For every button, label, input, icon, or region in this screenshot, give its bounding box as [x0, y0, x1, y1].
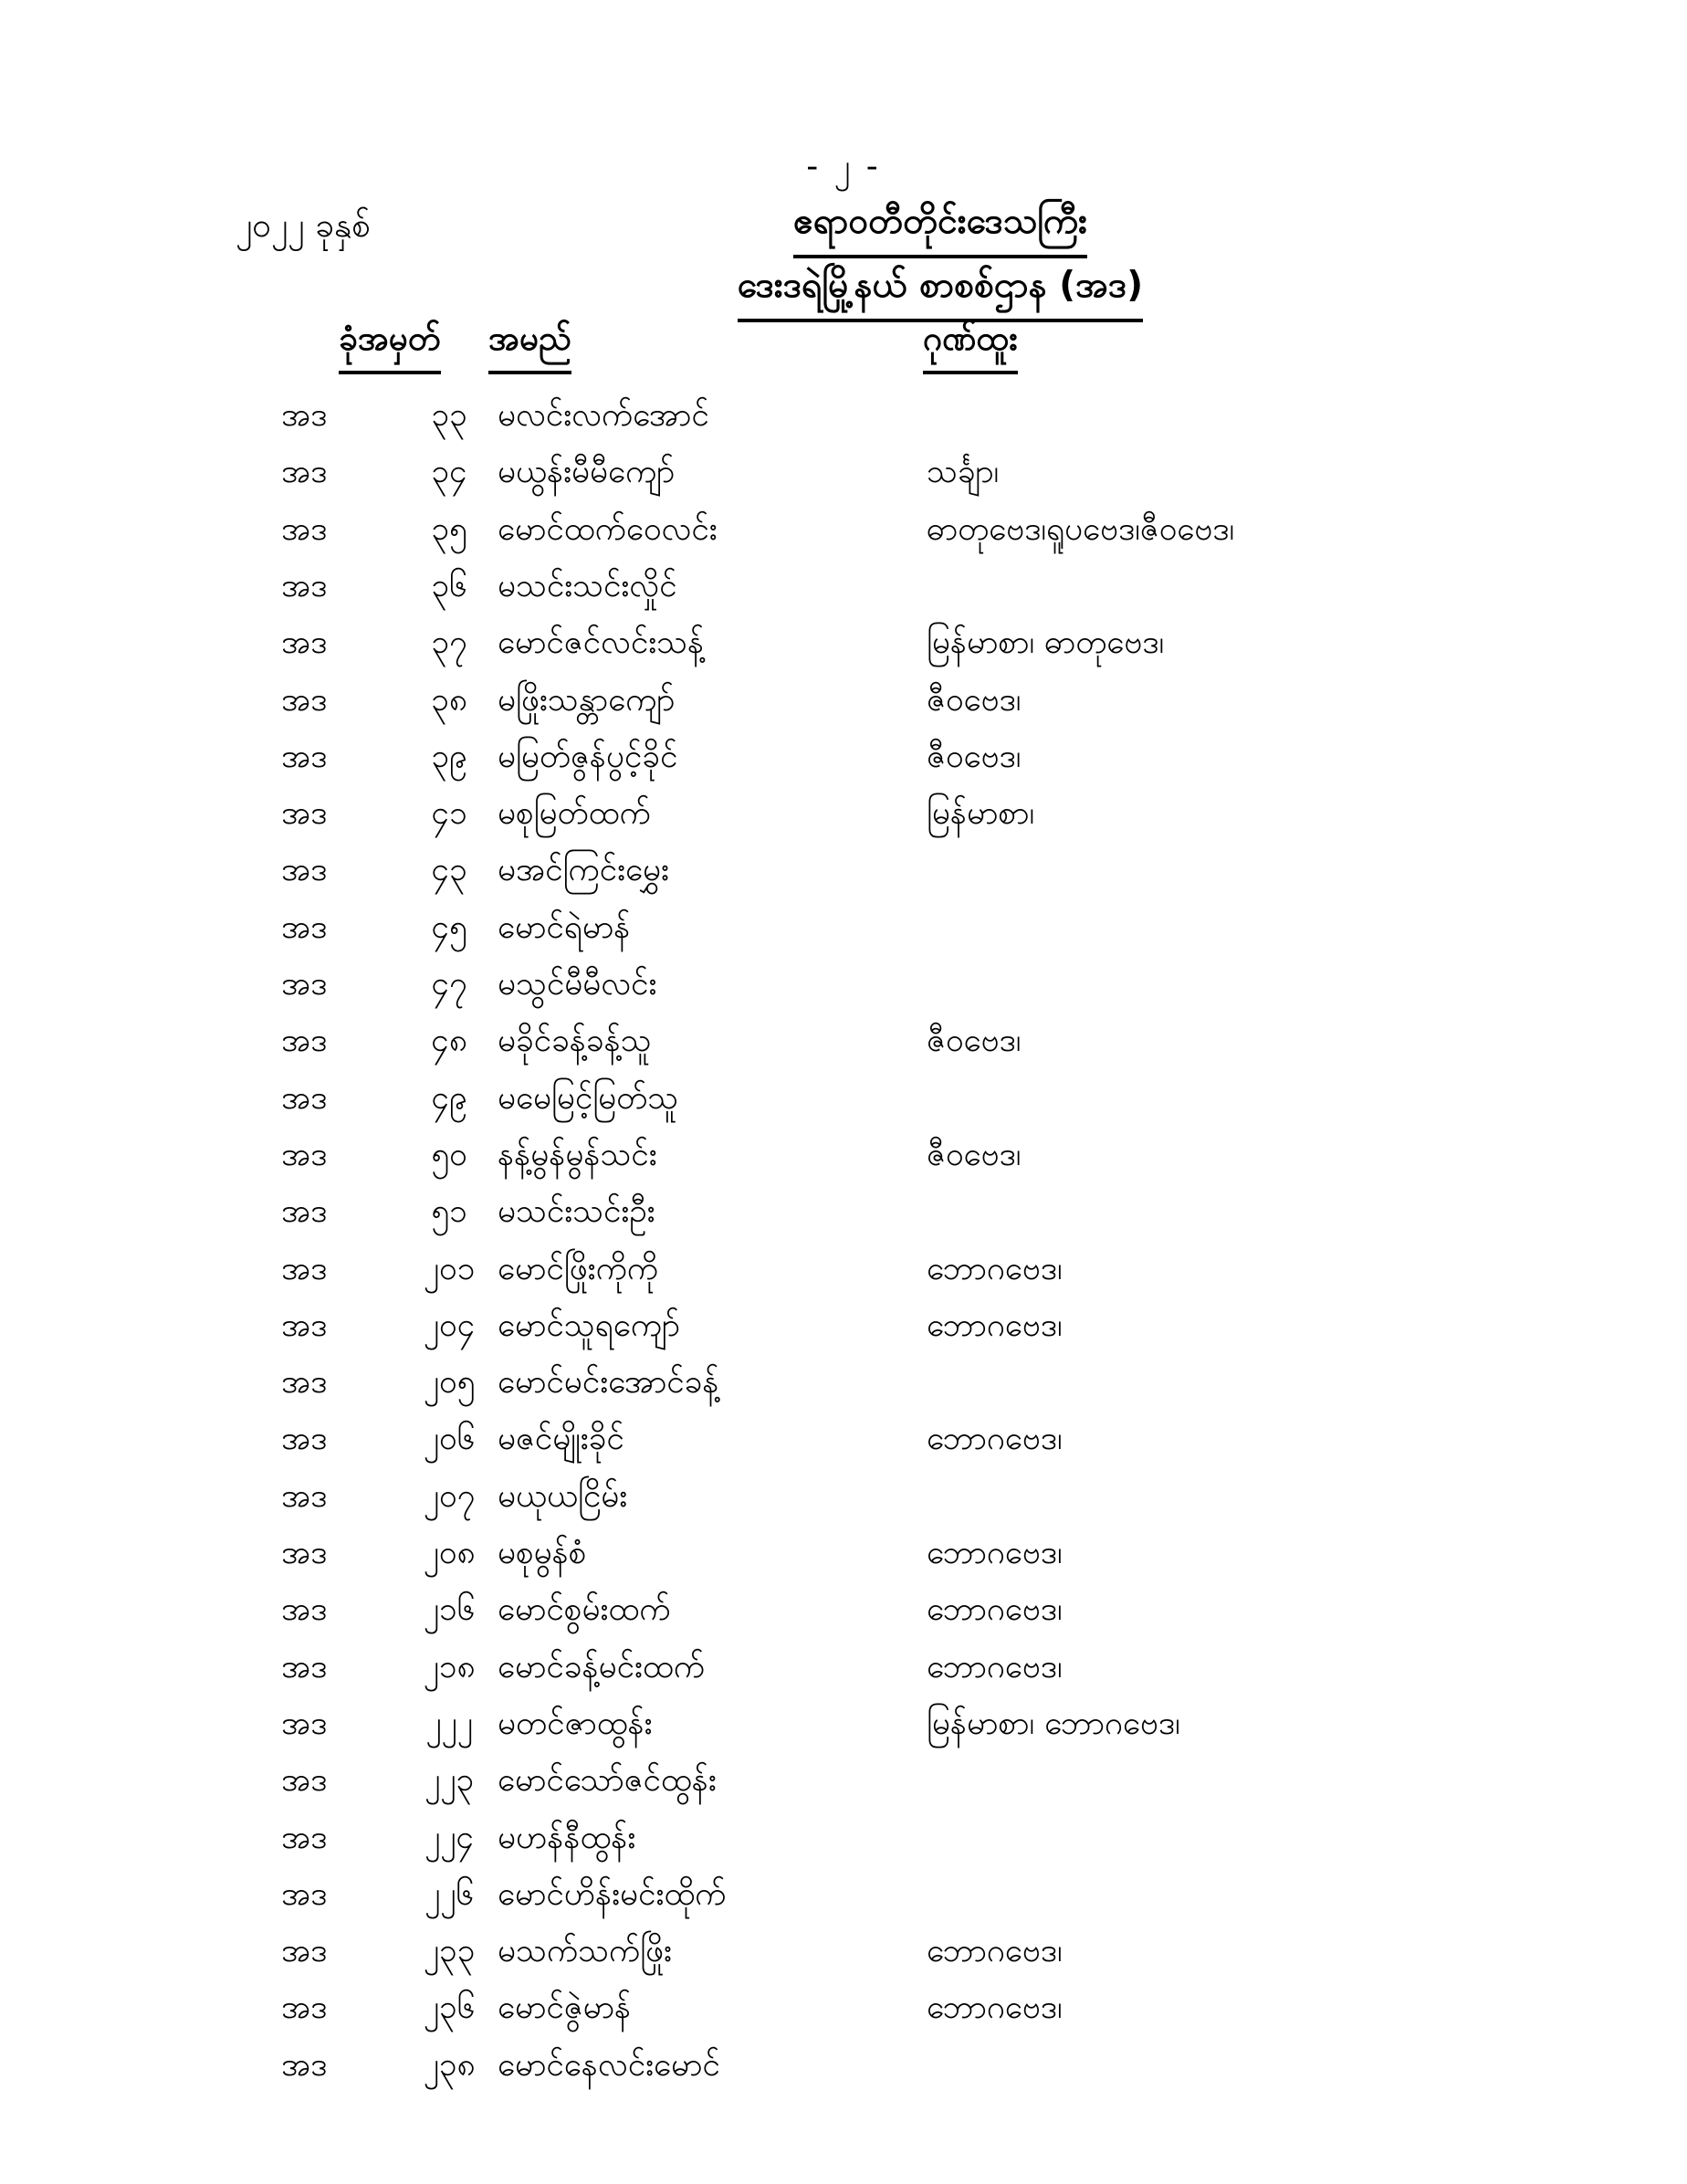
row-student-name: မောင်မင်းအောင်ခန့် — [498, 1364, 719, 1402]
row-centre-code: အဒ — [281, 454, 328, 491]
row-centre-code: အဒ — [281, 738, 328, 775]
row-student-name: မသင်းသင်းလှိုင် — [498, 567, 677, 604]
column-header-roll-number-text: ခုံအမှတ် — [339, 318, 441, 374]
table-row — [0, 907, 1687, 963]
row-distinctions: မြန်မာစာ၊ ဘောဂဗေဒ၊ — [927, 1705, 1180, 1742]
column-header-name — [488, 318, 571, 374]
table-row — [0, 394, 1687, 451]
table-row — [0, 1532, 1687, 1589]
table-row — [0, 793, 1687, 849]
row-roll-number: ၃၇ — [431, 625, 467, 662]
row-roll-number: ၅၁ — [431, 1193, 467, 1231]
row-distinctions: ဇီဝဗေဒ၊ — [927, 738, 1022, 775]
exam-centre-title — [584, 263, 1296, 322]
column-header-name-text: အမည် — [488, 318, 571, 374]
table-row — [0, 849, 1687, 906]
row-centre-code: အဒ — [281, 1591, 328, 1629]
row-centre-code: အဒ — [281, 1421, 328, 1458]
row-distinctions: ဘောဂဗေဒ၊ — [927, 1307, 1063, 1344]
row-student-name: မောင်စွမ်းထက် — [498, 1591, 671, 1629]
row-roll-number: ၄၇ — [431, 966, 467, 1003]
row-student-name: မမေမြင့်မြတ်သူ — [498, 1079, 679, 1117]
region-title-text: ဧရာဝတီတိုင်းဒေသကြီး — [793, 199, 1087, 258]
row-centre-code: အဒ — [281, 966, 328, 1003]
row-student-name: မောင်ဇင်လင်းသန့် — [498, 625, 705, 662]
row-distinctions: မြန်မာစာ၊ ဓာတုဗေဒ၊ — [927, 625, 1165, 662]
row-roll-number: ၃၃ — [431, 397, 467, 434]
row-centre-code: အဒ — [281, 1250, 328, 1287]
row-roll-number: ၄၈ — [431, 1023, 467, 1060]
row-roll-number: ၂၀၆ — [423, 1421, 476, 1458]
row-centre-code: အဒ — [281, 625, 328, 662]
row-student-name: နန့်မွန်မွန်သင်း — [498, 1136, 657, 1173]
table-row — [0, 565, 1687, 622]
row-distinctions: ဘောဂဗေဒ၊ — [927, 1535, 1063, 1571]
row-student-name: မလင်းလက်အောင် — [498, 397, 709, 434]
row-distinctions: ဇီဝဗေဒ၊ — [927, 1136, 1022, 1173]
row-roll-number: ၂၀၇ — [423, 1477, 476, 1515]
row-distinctions: မြန်မာစာ၊ — [927, 795, 1034, 833]
row-roll-number: ၃၆ — [431, 567, 467, 604]
row-centre-code: အဒ — [281, 795, 328, 833]
table-row — [0, 1874, 1687, 1930]
row-centre-code: အဒ — [281, 1535, 328, 1571]
row-roll-number: ၃၄ — [431, 454, 467, 491]
row-student-name: မောင်ခန့်မင်းထက် — [498, 1648, 705, 1685]
column-header-distinction-text: ဂုဏ်ထူး — [923, 318, 1018, 374]
row-roll-number: ၄၁ — [431, 795, 467, 833]
row-student-name: မောင်သော်ဇင်ထွန်း — [498, 1762, 717, 1800]
row-student-name: မောင်ဟိန်းမင်းထိုက် — [498, 1875, 727, 1913]
row-student-name: မယွန်းမီမီကျော် — [498, 454, 676, 491]
row-distinctions: ဘောဂဗေဒ၊ — [927, 1648, 1063, 1685]
row-student-name: မယုယငြိမ်း — [498, 1477, 628, 1515]
row-student-name: မစုမွန်စံ — [498, 1535, 587, 1571]
row-student-name: မောင်ထက်ဝေလင်း — [498, 510, 718, 548]
region-title — [584, 199, 1296, 258]
row-centre-code: အဒ — [281, 1079, 328, 1117]
results-table — [0, 394, 1687, 2129]
row-centre-code: အဒ — [281, 852, 328, 889]
row-centre-code: အဒ — [281, 1875, 328, 1913]
row-roll-number: ၂၂၂ — [425, 1705, 473, 1742]
row-distinctions: ဘောဂဗေဒ၊ — [927, 1250, 1063, 1287]
row-centre-code: အဒ — [281, 1705, 328, 1742]
row-roll-number: ၃၅ — [431, 510, 467, 548]
table-row — [0, 963, 1687, 1020]
row-roll-number: ၂၁၆ — [423, 1591, 476, 1629]
row-student-name: မဇင်မျိုးခိုင် — [498, 1421, 624, 1458]
table-row — [0, 1248, 1687, 1305]
exam-centre-title-text: ဒေးဒရဲမြို့နယ် စာစစ်ဌာန (အဒ) — [738, 263, 1143, 322]
row-centre-code: အဒ — [281, 2046, 328, 2084]
row-roll-number: ၂၃၆ — [423, 1990, 476, 2027]
table-row — [0, 736, 1687, 793]
row-student-name: မစုမြတ်ထက် — [498, 795, 651, 833]
table-row — [0, 2044, 1687, 2101]
row-centre-code: အဒ — [281, 1762, 328, 1800]
row-roll-number: ၂၃၈ — [423, 2046, 476, 2084]
row-distinctions: ဇီဝဗေဒ၊ — [927, 681, 1022, 719]
table-row — [0, 1418, 1687, 1475]
row-distinctions: ဘောဂဗေဒ၊ — [927, 1933, 1063, 1970]
row-distinctions: သင်္ချာ၊ — [927, 454, 999, 491]
row-roll-number: ၂၂၃ — [424, 1762, 475, 1800]
row-distinctions: ဘောဂဗေဒ၊ — [927, 1421, 1063, 1458]
row-centre-code: အဒ — [281, 1990, 328, 2027]
row-student-name: မောင်နေလင်းမောင် — [498, 2046, 720, 2084]
table-row — [0, 1077, 1687, 1134]
row-centre-code: အဒ — [281, 1819, 328, 1856]
column-header-roll-number — [339, 318, 441, 374]
row-student-name: မအင်ကြင်းမွှေး — [498, 852, 669, 889]
table-row — [0, 1020, 1687, 1076]
row-roll-number: ၄၃ — [431, 852, 467, 889]
row-roll-number: ၂၃၃ — [423, 1933, 476, 1970]
table-row — [0, 1646, 1687, 1703]
row-centre-code: အဒ — [281, 681, 328, 719]
table-row — [0, 1703, 1687, 1759]
row-centre-code: အဒ — [281, 1023, 328, 1060]
table-row — [0, 1305, 1687, 1361]
table-row — [0, 1589, 1687, 1645]
row-roll-number: ၅၀ — [431, 1136, 467, 1173]
column-header-distinction — [923, 318, 1018, 374]
row-centre-code: အဒ — [281, 567, 328, 604]
row-roll-number: ၄၅ — [431, 908, 467, 946]
table-row — [0, 451, 1687, 508]
row-student-name: မောင်ဖြိုးကိုကို — [498, 1250, 659, 1287]
row-centre-code: အဒ — [281, 397, 328, 434]
row-distinctions: ဓာတုဗေဒ၊ရူပဗေဒ၊ဇီဝဗေဒ၊ — [927, 510, 1235, 548]
row-centre-code: အဒ — [281, 1136, 328, 1173]
table-row — [0, 1361, 1687, 1418]
row-centre-code: အဒ — [281, 1193, 328, 1231]
row-student-name: မောင်ရဲမာန် — [498, 908, 631, 946]
row-distinctions: ဇီဝဗေဒ၊ — [927, 1023, 1022, 1060]
row-distinctions: ဘောဂဗေဒ၊ — [927, 1990, 1063, 2027]
table-row — [0, 1987, 1687, 2043]
year-label: ၂၀၂၂ ခုနှစ် — [236, 205, 371, 245]
row-student-name: မသွင်မီမီလင်း — [498, 966, 657, 1003]
row-student-name: မဖြိုးသန္တာကျော် — [498, 681, 676, 719]
row-roll-number: ၃၉ — [431, 738, 467, 775]
row-roll-number: ၂၂၆ — [424, 1875, 475, 1913]
row-student-name: မမြတ်ဇွန်ပွင့်ခိုင် — [498, 738, 678, 775]
row-centre-code: အဒ — [281, 1307, 328, 1344]
row-distinctions: ဘောဂဗေဒ၊ — [927, 1591, 1063, 1629]
page-number: - ၂ - — [806, 148, 881, 185]
row-roll-number: ၂၀၈ — [423, 1535, 476, 1571]
table-row — [0, 679, 1687, 736]
table-row — [0, 1930, 1687, 1987]
table-row — [0, 622, 1687, 678]
table-row — [0, 509, 1687, 565]
row-roll-number: ၂၀၁ — [423, 1250, 476, 1287]
row-student-name: မသင်းသင်းဦး — [498, 1193, 655, 1231]
table-row — [0, 1134, 1687, 1191]
row-student-name: မခိုင်ခန့်ခန့်သူ — [498, 1023, 652, 1060]
table-row — [0, 1475, 1687, 1532]
row-student-name: မတင်ဇာထွန်း — [498, 1705, 653, 1742]
row-centre-code: အဒ — [281, 908, 328, 946]
row-centre-code: အဒ — [281, 1477, 328, 1515]
table-row — [0, 1817, 1687, 1874]
row-student-name: မဟန်နီထွန်း — [498, 1819, 636, 1856]
row-centre-code: အဒ — [281, 1933, 328, 1970]
table-row — [0, 1191, 1687, 1247]
row-centre-code: အဒ — [281, 510, 328, 548]
row-student-name: မသက်သက်ဖြိုး — [498, 1933, 672, 1970]
row-roll-number: ၃၈ — [431, 681, 467, 719]
row-roll-number: ၂၁၈ — [423, 1648, 476, 1685]
row-centre-code: အဒ — [281, 1364, 328, 1402]
row-student-name: မောင်ဇွဲမာန် — [498, 1990, 632, 2027]
row-roll-number: ၂၂၄ — [424, 1819, 475, 1856]
row-roll-number: ၂၀၄ — [423, 1307, 476, 1344]
row-centre-code: အဒ — [281, 1648, 328, 1685]
row-roll-number: ၄၉ — [431, 1079, 467, 1117]
row-roll-number: ၂၀၅ — [423, 1364, 476, 1402]
table-row — [0, 1759, 1687, 1816]
row-student-name: မောင်သူရကျော် — [498, 1307, 680, 1344]
